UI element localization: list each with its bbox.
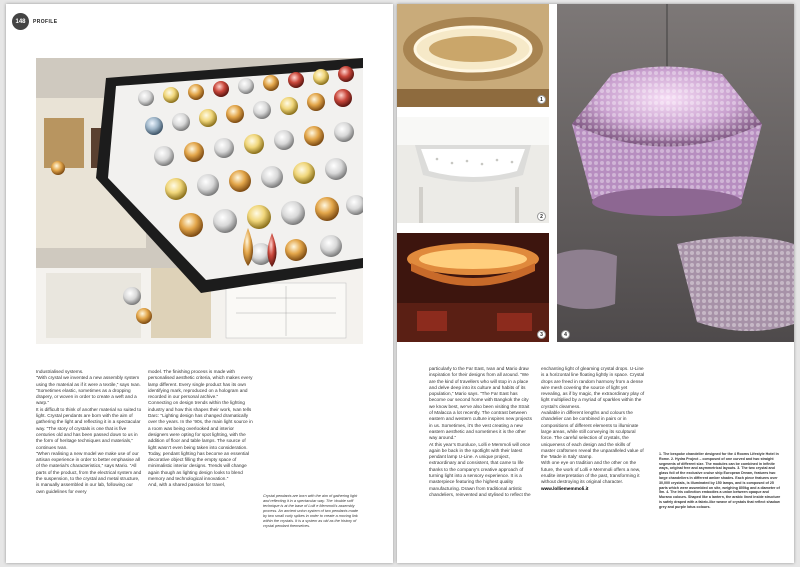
photo-number-2: 2 <box>537 212 546 221</box>
photo-number-3: 3 <box>537 330 546 339</box>
photo-ring-chandelier <box>397 4 549 107</box>
crystal-samples-illustration <box>36 58 363 344</box>
photo-amber-chandelier <box>397 233 549 342</box>
right-column-1-text: particularly to the Far East, Ivan and Mario draw inspiration for their designs from all around. “We are the kind of travellers who will stop in a place and delve deep into its culture and habits of its population,” Mario says. “The Far East has become our second home with Bangkok the city we know best, we’ve also been visiting the Strait of Malacca a lot recently. The contrast between eastern and western culture inspires new projects in us. Sometimes, it’s the vest creating a new eastern aesthetic and sometimes it is the other way around.” At this year’s Euroluce, Lolli e Memmoli will once again be back in the spotlight with their latest pendant lamp U-Line. A unique project, extraordinary and consistent, that came to life thanks to the company’s creative approach of turning light into a sensory experience. It is a masterpiece featuring the highest quality manufacturing. Drawn from traditional artistic chandeliers, reinvented and stylised to reflect the <box>429 366 532 497</box>
right-body-column-1 <box>429 366 533 498</box>
left-column-1-text: Industrialised systems. “With crystal we invented a new assembly system using the material as if it were a textile,” says Ivan. “Sometimes elastic, sometimes as a dropping drapery, or woven in order to create a weft and a warp.” It is difficult to think of another material so suited to light. Crystal pendants are born with the aim of gathering the light and reflecting it in a spectacular way. “The story of crystals is one that is five centuries old and has been passed down to us in the form of heritage techniques and materials,” continues Ivan. “When realising a new model we make use of our artisan experience in order to better emphasise all of the material’s characteristics,” says Mario. “All parts of the product, from the electrical system and the suspension, to the crystal and metal structure, is manually assembled in our lab, following our own guidelines for every <box>36 369 142 494</box>
photo-hydra-chandelier <box>397 117 549 223</box>
left-page <box>6 4 393 563</box>
photo-iris-lanterns <box>557 4 794 342</box>
right-body-column-2 <box>541 366 645 492</box>
left-body-column-1 <box>36 369 142 495</box>
website-link[interactable]: www.lolliememmoli.it <box>541 485 589 491</box>
right-page <box>397 4 794 563</box>
ring-chandelier-illustration <box>397 4 549 107</box>
right-photo-captions: 1. The bespoke chandelier designed for the 4 Rooms Lifestyle Hotel in Rome. 2. Hydra Project – composed of one curved and two straight segments of different size. The modules can be combined in infinite ways, original free and asymmetrical layouts. 3. The two crystal and glass foil of the exclusive cruise ship European Dream, features two large chandeliers in different amber shades. Each piece features over 30,000 crystals, is illuminated by 150 lamps, and is composed of 25 parts which were assembled on site, weighing 800kg and a diameter of 5m. 4. The Iris collection embodies a union between opaque and Murano colours. Shaped like a lantern, the arabic lined inside structure is safely draped with a fabric-like weave of crystals that reflect shadow grey and purple lotus colours. <box>659 452 781 509</box>
left-folio <box>12 13 57 30</box>
photo-number-1: 1 <box>537 95 546 104</box>
iris-lanterns-illustration <box>557 4 794 342</box>
photo-number-4: 4 <box>561 330 570 339</box>
amber-chandelier-illustration <box>397 233 549 342</box>
right-column-2-text: enchanting light of gleaming crystal drops. U-Line is a horizontal line floating lightly in space. Crystal drops are freed in random harmony from a dense wire mesh covering the source of light yet revealing, as if by magic, the extraordinary play of light multiplied by a myriad of sparkles within the crystal’s clearness. Available in different lengths and colours the chandelier can be combined in pairs or in compositions of different elements to illuminate large areas, while still conveying its sculptural force. The careful selection of crystals, the uniqueness of each design and the skills of master craftsmen reveal the unparalleled value of the ‘Made in Italy’ stamp. With one eye on tradition and the other on the future, the work of Lolli e Memmoli offers a new, erudite interpretation of the past, transforming it without destroying its original character. <box>541 366 645 485</box>
crystal-samples-photo <box>36 58 363 344</box>
left-photo-caption: Crystal pendants are born with the aim of gathering light and reflecting it in a spectacular way. The ‘double soft’ technique is at the base of Lolli e Memmoli’s assembly process. An ancient union system of two pendants made by two small curly spikes in order to create a moving link within the crystals. It is a system as old as the history of crystal pendant themselves. <box>263 494 359 528</box>
left-column-2-text: model. The finishing process is made with personalised aesthetic criteria, which makes every lamp different. Every single product has its own identifying mark, reproduced on a hologram and recorded in our personal archive.” Connecting on design trends within the lighting industry and how this shapes their work, Ivan tells Darc: “Lighting design has changed dramatically over the years. In the ‘90s, the main light source in a room was being overlooked and interior designers were opting for spot lighting, with the addition of floor and table lamps. The source of light wasn’t even being taken into consideration. Today, pendant lighting has become an essential decorative object filling the empty space of minimalistic interior designs. Trends will change again though as lighting design looks to blend memory and technological innovation.” And, with a shared passion for travel, <box>148 369 253 488</box>
left-page-number: 148 <box>12 13 29 30</box>
left-section-label: PROFILE <box>33 18 58 25</box>
left-body-column-2 <box>148 369 254 489</box>
hydra-chandelier-illustration <box>397 117 549 223</box>
